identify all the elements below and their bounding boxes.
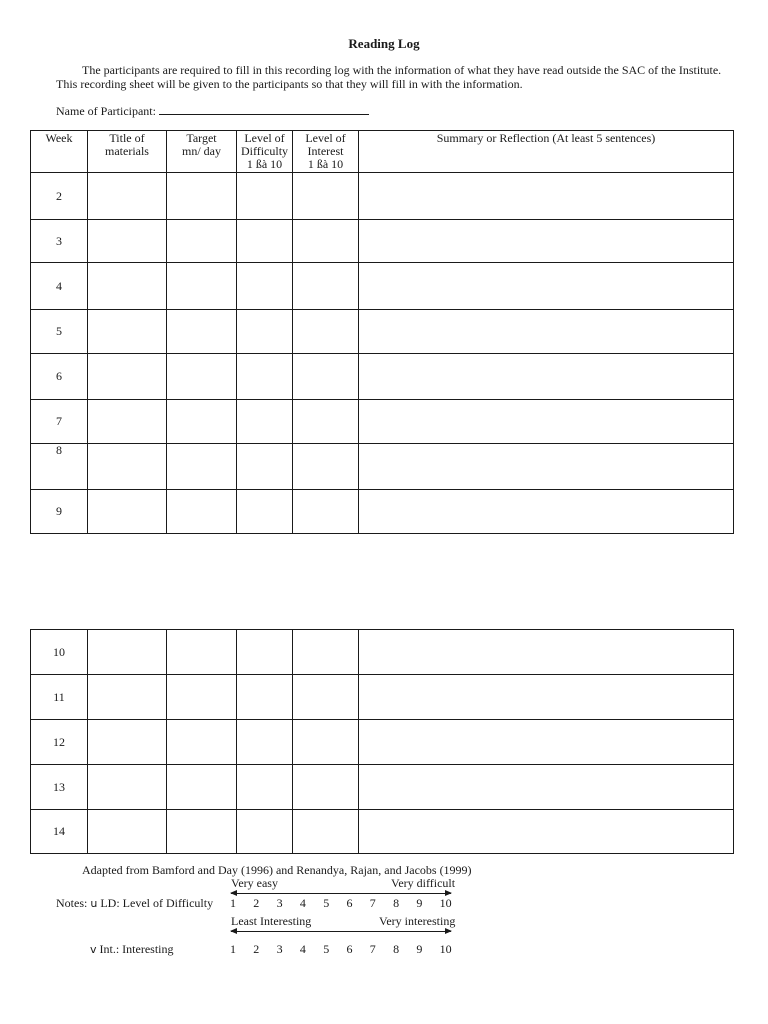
interest-cell[interactable] bbox=[293, 354, 359, 400]
interest-cell[interactable] bbox=[293, 630, 359, 675]
table-row bbox=[31, 720, 734, 765]
summary-cell[interactable] bbox=[359, 400, 734, 444]
target-cell[interactable] bbox=[167, 765, 237, 810]
week-cell: 14 bbox=[31, 810, 88, 854]
difficulty-cell[interactable] bbox=[237, 173, 293, 220]
week-cell: 3 bbox=[31, 220, 88, 263]
table-row bbox=[31, 810, 734, 854]
title-cell[interactable] bbox=[88, 310, 167, 354]
target-cell[interactable] bbox=[167, 810, 237, 854]
summary-cell[interactable] bbox=[359, 173, 734, 220]
title-cell[interactable] bbox=[88, 675, 167, 720]
ld-scale-number: 9 bbox=[416, 896, 423, 910]
ld-scale-number: 1 bbox=[230, 896, 236, 910]
title-cell[interactable] bbox=[88, 263, 167, 310]
table-row bbox=[31, 354, 734, 400]
summary-cell[interactable] bbox=[359, 444, 734, 490]
table-row bbox=[31, 220, 734, 263]
table-row bbox=[31, 173, 734, 220]
table-row bbox=[31, 630, 734, 675]
int-scale-number: 1 bbox=[230, 942, 236, 956]
notes-prefix: Notes: bbox=[56, 896, 88, 910]
int-scale-number: 4 bbox=[299, 942, 306, 956]
title-cell[interactable] bbox=[88, 354, 167, 400]
ld-scale-number: 5 bbox=[323, 896, 330, 910]
title-cell[interactable] bbox=[88, 630, 167, 675]
week-cell: 10 bbox=[31, 630, 88, 675]
header-level-of-interest: Level of Interest 1 ßà 10 bbox=[293, 131, 359, 173]
summary-cell[interactable] bbox=[359, 720, 734, 765]
int-high-label: Very interesting bbox=[379, 914, 456, 928]
int-scale-number: 10 bbox=[439, 942, 452, 956]
interest-cell[interactable] bbox=[293, 220, 359, 263]
int-scale-number: 3 bbox=[276, 942, 283, 956]
table-row bbox=[31, 444, 734, 490]
week-cell: 11 bbox=[31, 675, 88, 720]
target-cell[interactable] bbox=[167, 720, 237, 765]
difficulty-cell[interactable] bbox=[237, 220, 293, 263]
intro-line-2: This recording sheet will be given to the participants so that they will fill in with the information. bbox=[56, 77, 523, 91]
week-cell: 2 bbox=[31, 173, 88, 220]
int-scale-number: 8 bbox=[393, 942, 400, 956]
difficulty-cell[interactable] bbox=[237, 354, 293, 400]
reading-log-table-continued bbox=[30, 629, 734, 854]
title-cell[interactable] bbox=[88, 173, 167, 220]
title-cell[interactable] bbox=[88, 765, 167, 810]
interest-cell[interactable] bbox=[293, 675, 359, 720]
difficulty-cell[interactable] bbox=[237, 765, 293, 810]
difficulty-cell[interactable] bbox=[237, 444, 293, 490]
summary-cell[interactable] bbox=[359, 810, 734, 854]
interest-cell[interactable] bbox=[293, 310, 359, 354]
title-cell[interactable] bbox=[88, 400, 167, 444]
summary-cell[interactable] bbox=[359, 675, 734, 720]
int-scale-numbers bbox=[230, 942, 463, 957]
ld-high-label: Very difficult bbox=[391, 876, 456, 890]
header-week: Week bbox=[31, 131, 88, 173]
ld-scale-number: 3 bbox=[276, 896, 283, 910]
header-title-of-materials: Title of materials bbox=[88, 131, 167, 173]
table-row bbox=[31, 675, 734, 720]
ld-scale-number: 10 bbox=[439, 896, 452, 910]
title-cell[interactable] bbox=[88, 490, 167, 534]
header-target: Target mn/ day bbox=[167, 131, 237, 173]
summary-cell[interactable] bbox=[359, 310, 734, 354]
ld-scale-number: 7 bbox=[369, 896, 376, 910]
summary-cell[interactable] bbox=[359, 263, 734, 310]
target-cell[interactable] bbox=[167, 490, 237, 534]
ld-low-label: Very easy bbox=[231, 876, 278, 890]
interest-cell[interactable] bbox=[293, 263, 359, 310]
participant-name-label: Name of Participant: bbox=[56, 104, 156, 118]
reading-log-table bbox=[30, 130, 734, 534]
week-cell: 5 bbox=[31, 310, 88, 354]
int-scale-number: 9 bbox=[416, 942, 423, 956]
adapted-from: Adapted from Bamford and Day (1996) and Renandya, Rajan, and Jacobs (1999) bbox=[82, 863, 472, 877]
target-cell[interactable] bbox=[167, 354, 237, 400]
target-cell[interactable] bbox=[167, 310, 237, 354]
intro-line-1: The participants are required to fill in this recording log with the information of what they have read outside the SAC of the Institute. bbox=[82, 63, 722, 77]
week-cell: 13 bbox=[31, 765, 88, 810]
ld-scale-number: 8 bbox=[393, 896, 400, 910]
title-cell[interactable] bbox=[88, 810, 167, 854]
notes-int bbox=[90, 942, 174, 957]
ld-scale-number: 4 bbox=[299, 896, 306, 910]
int-scale-arrow bbox=[231, 931, 451, 932]
title-cell[interactable] bbox=[88, 220, 167, 263]
week-cell: 9 bbox=[31, 490, 88, 534]
difficulty-cell[interactable] bbox=[237, 263, 293, 310]
int-scale-number: 6 bbox=[346, 942, 353, 956]
participant-name-field[interactable] bbox=[159, 104, 369, 115]
interest-cell[interactable] bbox=[293, 173, 359, 220]
week-cell: 12 bbox=[31, 720, 88, 765]
ld-label: LD: Level of Difficulty bbox=[100, 896, 214, 910]
ld-scale-arrow bbox=[231, 893, 451, 894]
target-cell[interactable] bbox=[167, 630, 237, 675]
interest-cell[interactable] bbox=[293, 720, 359, 765]
interest-cell[interactable] bbox=[293, 765, 359, 810]
table-row bbox=[31, 263, 734, 310]
week-cell: 8 bbox=[31, 444, 88, 490]
difficulty-cell[interactable] bbox=[237, 810, 293, 854]
title-cell[interactable] bbox=[88, 444, 167, 490]
difficulty-cell[interactable] bbox=[237, 675, 293, 720]
difficulty-cell[interactable] bbox=[237, 400, 293, 444]
interest-cell[interactable] bbox=[293, 490, 359, 534]
int-low-label: Least Interesting bbox=[231, 914, 312, 928]
ld-scale-number: 2 bbox=[253, 896, 260, 910]
target-cell[interactable] bbox=[167, 444, 237, 490]
table-row bbox=[31, 310, 734, 354]
page-title: Reading Log bbox=[348, 36, 420, 51]
summary-cell[interactable] bbox=[359, 354, 734, 400]
ld-scale-numbers bbox=[230, 896, 463, 911]
week-cell: 7 bbox=[31, 400, 88, 444]
int-scale-number: 7 bbox=[369, 942, 376, 956]
difficulty-cell[interactable] bbox=[237, 630, 293, 675]
interest-cell[interactable] bbox=[293, 810, 359, 854]
week-cell: 6 bbox=[31, 354, 88, 400]
header-level-of-difficulty: Level of Difficulty 1 ßà 10 bbox=[237, 131, 293, 173]
title-cell[interactable] bbox=[88, 720, 167, 765]
bullet-2: v bbox=[90, 943, 97, 956]
target-cell[interactable] bbox=[167, 675, 237, 720]
target-cell[interactable] bbox=[167, 400, 237, 444]
int-scale-number: 5 bbox=[323, 942, 330, 956]
interest-cell[interactable] bbox=[293, 444, 359, 490]
notes-ld bbox=[56, 896, 213, 911]
summary-cell[interactable] bbox=[359, 220, 734, 263]
table-row bbox=[31, 400, 734, 444]
target-cell[interactable] bbox=[167, 173, 237, 220]
header-row bbox=[31, 131, 734, 173]
table-row bbox=[31, 490, 734, 534]
int-label: Int.: Interesting bbox=[99, 942, 174, 956]
bullet-1: u bbox=[90, 897, 98, 910]
summary-cell[interactable] bbox=[359, 630, 734, 675]
ld-scale-number: 6 bbox=[346, 896, 353, 910]
header-summary: Summary or Reflection (At least 5 sentences) bbox=[359, 131, 734, 173]
participant-name-row bbox=[56, 104, 369, 119]
difficulty-cell[interactable] bbox=[237, 720, 293, 765]
week-cell: 4 bbox=[31, 263, 88, 310]
table-row bbox=[31, 765, 734, 810]
int-scale-number: 2 bbox=[253, 942, 260, 956]
target-cell[interactable] bbox=[167, 263, 237, 310]
difficulty-cell[interactable] bbox=[237, 310, 293, 354]
difficulty-cell[interactable] bbox=[237, 490, 293, 534]
summary-cell[interactable] bbox=[359, 490, 734, 534]
target-cell[interactable] bbox=[167, 220, 237, 263]
summary-cell[interactable] bbox=[359, 765, 734, 810]
interest-cell[interactable] bbox=[293, 400, 359, 444]
